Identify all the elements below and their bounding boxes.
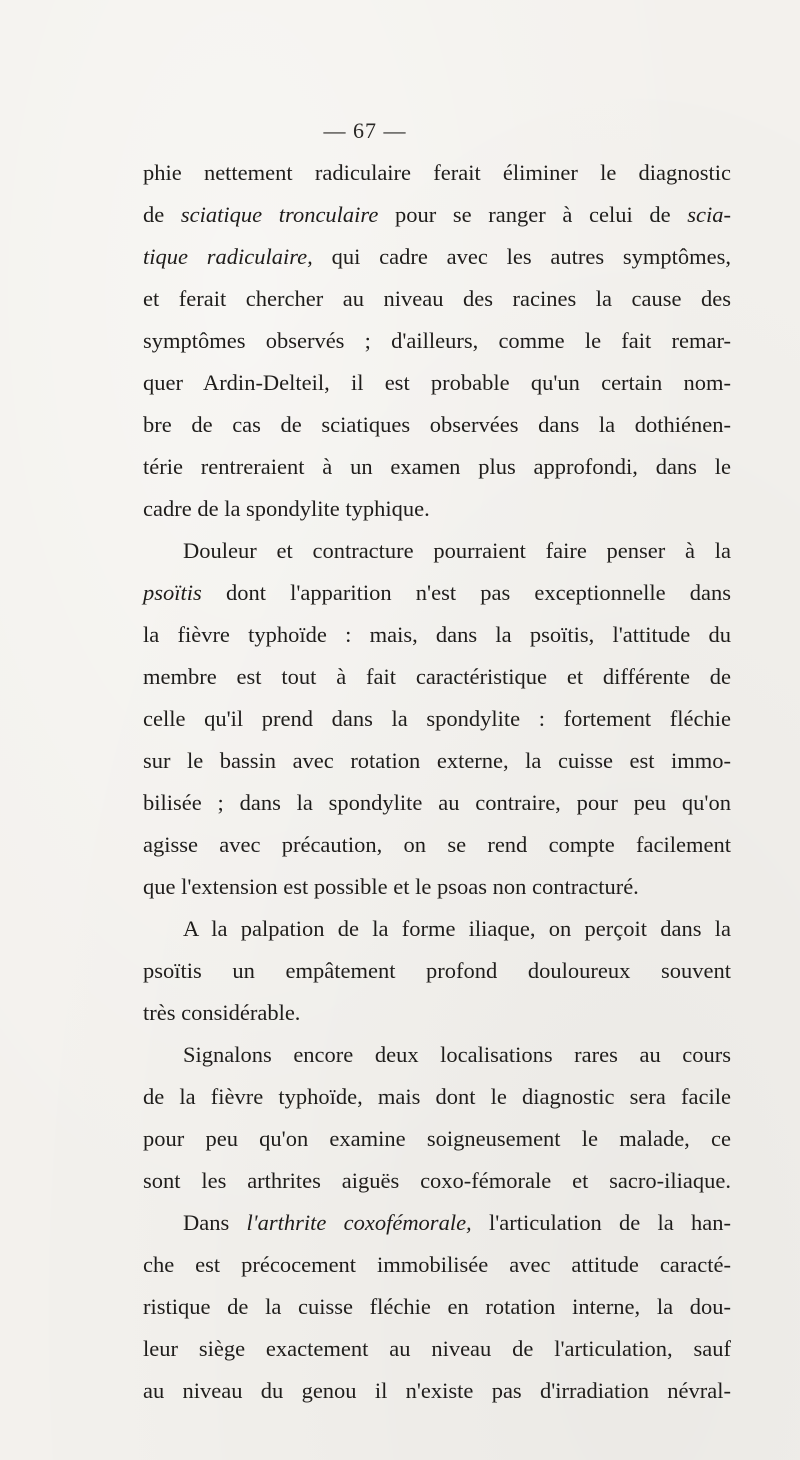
text-segment: dont l'apparition n'est pas exceptionnelle dans bbox=[201, 580, 731, 605]
text-segment: l'articulation de la han- bbox=[471, 1210, 731, 1235]
text-segment: sont les arthrites aiguës coxo-fémorale et sacro-iliaque. bbox=[143, 1168, 731, 1193]
text-segment: que l'extension est possible et le psoas non contracturé. bbox=[143, 874, 639, 899]
text-segment: Dans bbox=[183, 1210, 247, 1235]
text-segment: celle qu'il prend dans la spondylite : fortement fléchie bbox=[143, 706, 731, 731]
text-segment: et ferait chercher au niveau des racines la cause des bbox=[143, 286, 731, 311]
text-segment: A la palpation de la forme iliaque, on perçoit dans la bbox=[183, 916, 731, 941]
text-line bbox=[143, 1076, 731, 1118]
text-segment: che est précocement immobilisée avec attitude caracté- bbox=[143, 1252, 731, 1277]
text-line bbox=[143, 194, 731, 236]
text-line bbox=[143, 1328, 731, 1370]
text-segment: la fièvre typhoïde : mais, dans la psoïtis, l'attitude du bbox=[143, 622, 731, 647]
body-text bbox=[143, 152, 731, 1412]
italic-segment: sciatique tronculaire bbox=[180, 202, 379, 227]
text-line bbox=[143, 614, 731, 656]
text-line bbox=[143, 278, 731, 320]
text-segment: symptômes observés ; d'ailleurs, comme le fait remar- bbox=[143, 328, 731, 353]
text-segment: pour peu qu'on examine soigneusement le malade, ce bbox=[143, 1126, 731, 1151]
text-segment: sur le bassin avec rotation externe, la cuisse est immo- bbox=[143, 748, 731, 773]
text-segment: de bbox=[143, 202, 181, 227]
text-line bbox=[143, 782, 731, 824]
text-line bbox=[143, 530, 731, 572]
text-segment: leur siège exactement au niveau de l'articulation, sauf bbox=[143, 1336, 731, 1361]
text-segment: bilisée ; dans la spondylite au contraire, pour peu qu'on bbox=[143, 790, 731, 815]
text-segment: quer Ardin-Delteil, il est probable qu'un certain nom- bbox=[143, 370, 731, 395]
text-line bbox=[143, 698, 731, 740]
text-segment: bre de cas de sciatiques observées dans la dothiénen- bbox=[143, 412, 731, 437]
italic-segment: tique radiculaire, bbox=[143, 244, 313, 269]
text-line bbox=[143, 572, 731, 614]
text-line bbox=[143, 1034, 731, 1076]
text-segment: térie rentreraient à un examen plus approfondi, dans le bbox=[143, 454, 731, 479]
text-segment: pour se ranger à celui de bbox=[378, 202, 688, 227]
text-line bbox=[143, 404, 731, 446]
text-line bbox=[143, 866, 731, 908]
text-segment: agisse avec précaution, on se rend compte facilement bbox=[143, 832, 731, 857]
text-line bbox=[143, 740, 731, 782]
text-line bbox=[143, 320, 731, 362]
text-line bbox=[143, 908, 731, 950]
text-segment: Signalons encore deux localisations rares au cours bbox=[183, 1042, 731, 1067]
text-segment: qui cadre avec les autres symptômes, bbox=[312, 244, 731, 269]
page-number: — 67 — bbox=[323, 118, 407, 143]
text-segment: membre est tout à fait caractéristique et différente de bbox=[143, 664, 731, 689]
text-segment: au niveau du genou il n'existe pas d'irradiation névral- bbox=[143, 1378, 731, 1403]
text-line bbox=[143, 236, 731, 278]
text-line bbox=[143, 1118, 731, 1160]
text-line bbox=[143, 1370, 731, 1412]
text-segment: Douleur et contracture pourraient faire penser à la bbox=[183, 538, 731, 563]
text-line bbox=[143, 992, 731, 1034]
text-segment: très considérable. bbox=[143, 1000, 301, 1025]
text-line bbox=[143, 152, 731, 194]
text-segment: cadre de la spondylite typhique. bbox=[143, 496, 430, 521]
text-segment: de la fièvre typhoïde, mais dont le diagnostic sera facile bbox=[143, 1084, 731, 1109]
text-line bbox=[143, 950, 731, 992]
text-line bbox=[143, 446, 731, 488]
text-line bbox=[143, 1286, 731, 1328]
italic-segment: psoïtis bbox=[143, 580, 202, 605]
text-line bbox=[143, 362, 731, 404]
italic-segment: l'arthrite coxofémorale, bbox=[246, 1210, 472, 1235]
text-segment: phie nettement radiculaire ferait éliminer le diagnostic bbox=[143, 160, 731, 185]
text-segment: psoïtis un empâtement profond douloureux souvent bbox=[143, 958, 731, 983]
text-line bbox=[143, 1202, 731, 1244]
text-line bbox=[143, 1244, 731, 1286]
text-line bbox=[143, 824, 731, 866]
text-segment: ristique de la cuisse fléchie en rotation interne, la dou- bbox=[143, 1294, 731, 1319]
text-line bbox=[143, 488, 731, 530]
italic-segment: scia- bbox=[687, 202, 731, 227]
text-line bbox=[143, 1160, 731, 1202]
text-line bbox=[143, 656, 731, 698]
